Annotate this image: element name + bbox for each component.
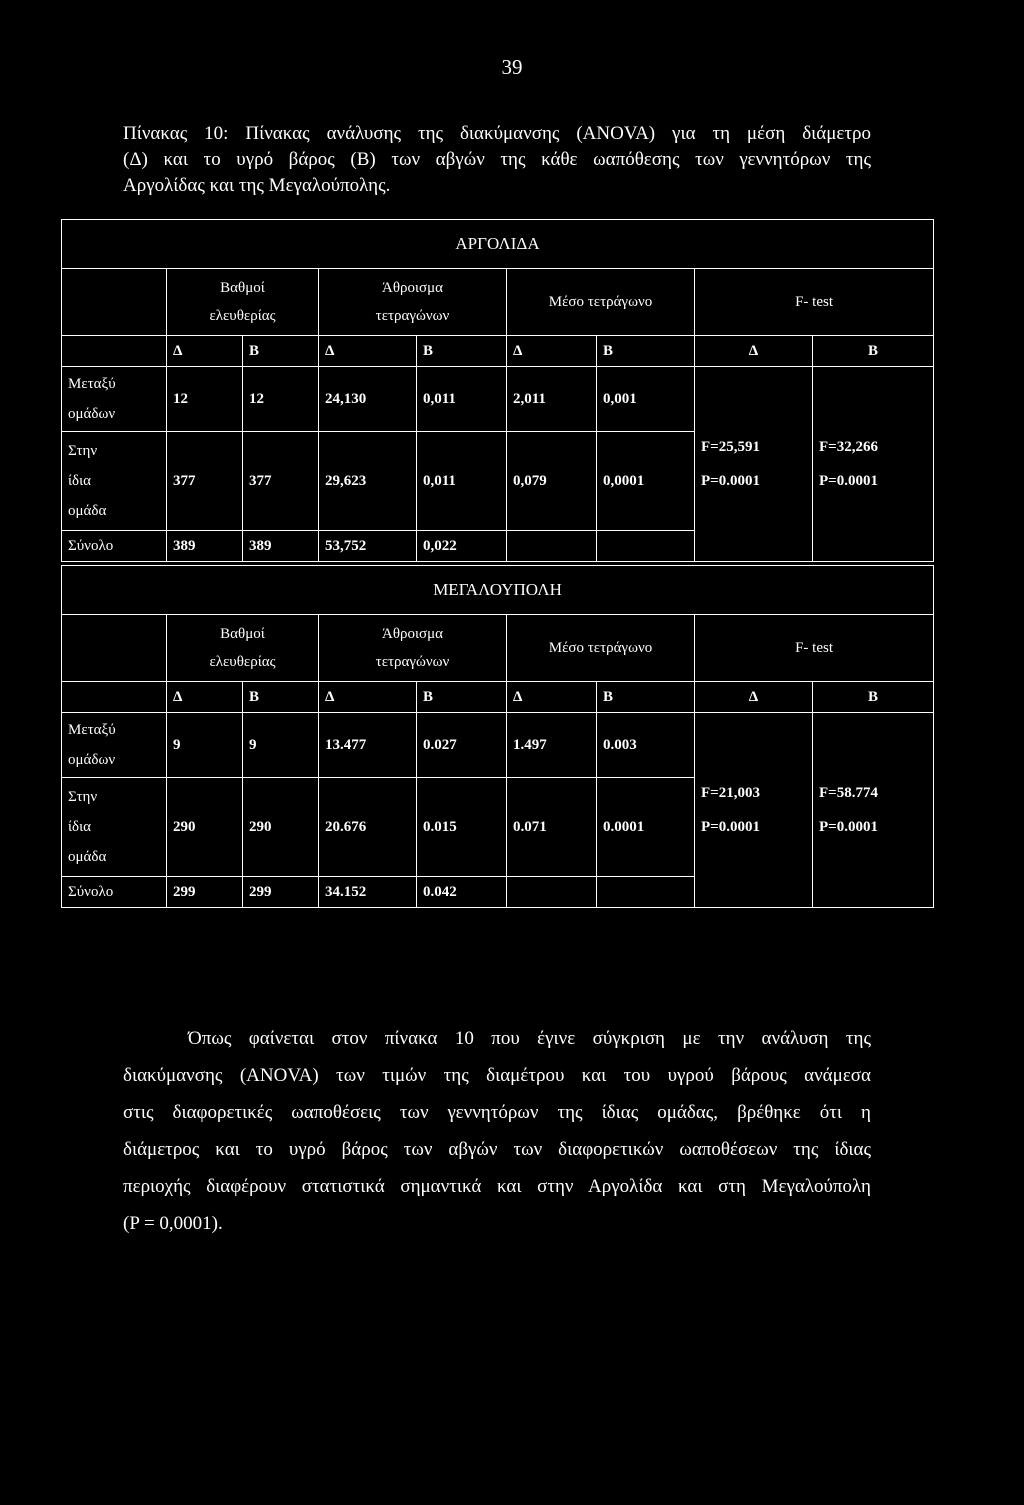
table-cell: 377	[167, 432, 243, 531]
row-label-total: Σύνολο	[62, 531, 167, 562]
table-cell: 0,022	[417, 531, 507, 562]
row-label-between: Μεταξύ ομάδων	[62, 367, 167, 432]
table-caption	[123, 121, 871, 199]
table-cell: 0,011	[417, 367, 507, 432]
col-b: Β	[243, 682, 319, 713]
ftest-header: F- test	[695, 615, 934, 682]
ftest-header: F- test	[695, 269, 934, 336]
col-d: Δ	[319, 336, 417, 367]
df-header: Βαθμοί ελευθερίας	[167, 615, 319, 682]
table-cell: 9	[243, 713, 319, 778]
table-cell: 2,011	[507, 367, 597, 432]
table-cell: 0,0001	[597, 432, 695, 531]
table-cell: 1.497	[507, 713, 597, 778]
table-cell: 13.477	[319, 713, 417, 778]
table-cell: 299	[167, 877, 243, 908]
table-cell: 9	[167, 713, 243, 778]
ms-header: Μέσο τετράγωνο	[507, 269, 695, 336]
col-d: Δ	[167, 336, 243, 367]
empty-cell	[62, 615, 167, 682]
row-label-total: Σύνολο	[62, 877, 167, 908]
col-b: Β	[813, 682, 934, 713]
empty-cell	[62, 682, 167, 713]
table-cell: 12	[167, 367, 243, 432]
table-cell: 290	[243, 778, 319, 877]
f-test-b: F=58.774 P=0.0001	[813, 713, 934, 908]
region-title: ΜΕΓΑΛΟΥΠΟΛΗ	[62, 566, 934, 615]
col-d: Δ	[695, 682, 813, 713]
empty-cell	[507, 877, 597, 908]
table-cell: 0,001	[597, 367, 695, 432]
col-b: Β	[417, 682, 507, 713]
anova-table-argolida	[61, 219, 934, 562]
table-cell: 290	[167, 778, 243, 877]
region-title: ΑΡΓΟΛΙΔΑ	[62, 220, 934, 269]
col-d: Δ	[695, 336, 813, 367]
table-cell: 29,623	[319, 432, 417, 531]
col-b: Β	[813, 336, 934, 367]
table-cell: 0.0001	[597, 778, 695, 877]
table-cell: 389	[167, 531, 243, 562]
paragraph-line: Όπως φαίνεται στον πίνακα 10 που έγινε σύγκριση με την ανάλυση της	[188, 1028, 871, 1049]
empty-cell	[597, 877, 695, 908]
col-d: Δ	[319, 682, 417, 713]
table-cell: 0.015	[417, 778, 507, 877]
f-test-d: F=25,591 P=0.0001	[695, 367, 813, 562]
paragraph-line: (P = 0,0001).	[123, 1213, 223, 1234]
paragraph-line: περιοχής διαφέρουν στατιστικά σημαντικά και στην Αργολίδα και στη Μεγαλούπολη	[123, 1176, 871, 1197]
table-cell: 53,752	[319, 531, 417, 562]
col-d: Δ	[507, 336, 597, 367]
table-cell: 0.071	[507, 778, 597, 877]
ss-header: Άθροισμα τετραγώνων	[319, 615, 507, 682]
paragraph-line: στις διαφορετικές ωαποθέσεις των γεννητόρων της ίδιας ομάδας, βρέθηκε ότι η	[123, 1102, 871, 1123]
paragraph-line: διακύμανσης (ANOVA) των τιμών της διαμέτρου και του υγρού βάρους ανάμεσα	[123, 1065, 871, 1086]
caption-line: Αργολίδας και της Μεγαλούπολης.	[123, 175, 391, 196]
table-cell: 299	[243, 877, 319, 908]
col-b: Β	[417, 336, 507, 367]
table-cell: 0.027	[417, 713, 507, 778]
paragraph-line: διάμετρος και το υγρό βάρος των αβγών των διαφορετικών ωαποθέσεων της ίδιας	[123, 1139, 871, 1160]
df-header: Βαθμοί ελευθερίας	[167, 269, 319, 336]
empty-cell	[597, 531, 695, 562]
table-cell: 12	[243, 367, 319, 432]
f-test-b: F=32,266 P=0.0001	[813, 367, 934, 562]
table-cell: 34.152	[319, 877, 417, 908]
table-cell: 0,011	[417, 432, 507, 531]
table-cell: 0.042	[417, 877, 507, 908]
table-cell: 24,130	[319, 367, 417, 432]
caption-line: (Δ) και το υγρό βάρος (Β) των αβγών της κάθε ωαπόθεσης των γεννητόρων της	[123, 149, 871, 170]
table-cell: 20.676	[319, 778, 417, 877]
ss-header: Άθροισμα τετραγώνων	[319, 269, 507, 336]
col-d: Δ	[167, 682, 243, 713]
page-number: 39	[501, 55, 523, 79]
empty-cell	[62, 269, 167, 336]
col-b: Β	[597, 336, 695, 367]
col-b: Β	[243, 336, 319, 367]
ms-header: Μέσο τετράγωνο	[507, 615, 695, 682]
f-test-d: F=21,003 P=0.0001	[695, 713, 813, 908]
anova-table-megalopoli	[61, 565, 934, 908]
col-b: Β	[597, 682, 695, 713]
table-cell: 0,079	[507, 432, 597, 531]
caption-line: Πίνακας 10: Πίνακας ανάλυσης της διακύμανσης (ANOVA) για τη μέση διάμετρο	[123, 123, 871, 144]
table-cell: 377	[243, 432, 319, 531]
empty-cell	[507, 531, 597, 562]
empty-cell	[62, 336, 167, 367]
table-cell: 389	[243, 531, 319, 562]
row-label-between: Μεταξύ ομάδων	[62, 713, 167, 778]
col-d: Δ	[507, 682, 597, 713]
table-cell: 0.003	[597, 713, 695, 778]
row-label-within: Στην ίδια ομάδα	[62, 778, 167, 877]
body-paragraph	[123, 1020, 871, 1242]
row-label-within: Στην ίδια ομάδα	[62, 432, 167, 531]
